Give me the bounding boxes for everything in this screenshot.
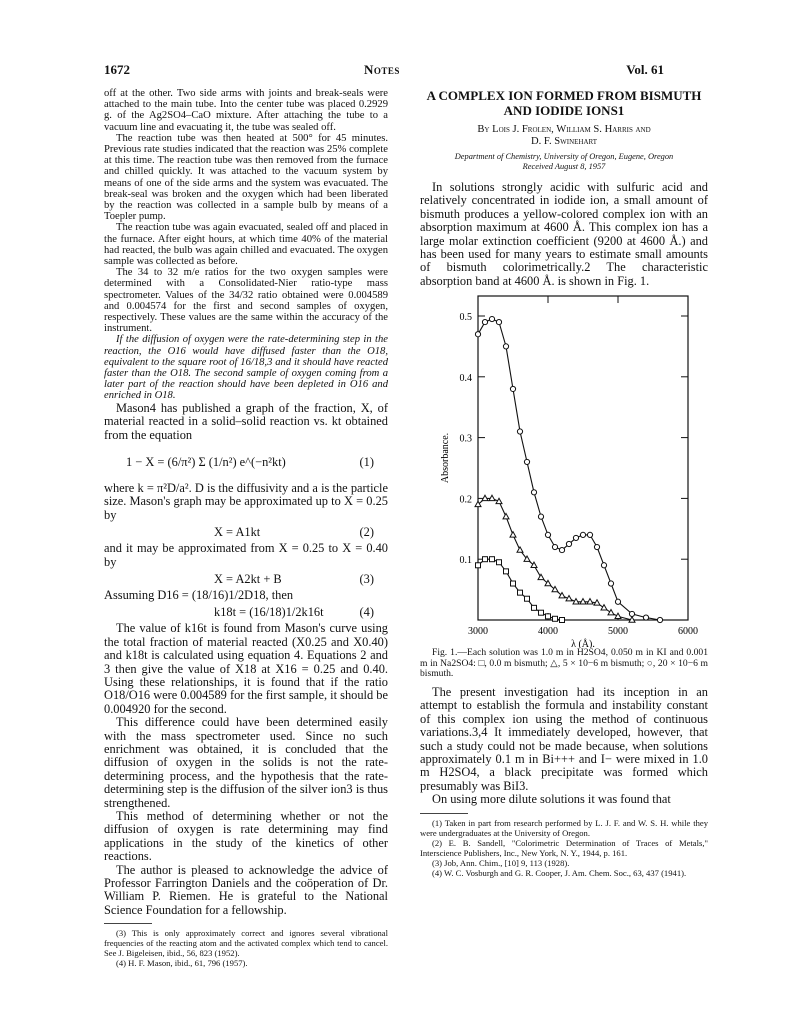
equation-2-number: (2) — [359, 525, 374, 540]
equation-1-body: 1 − X = (6/π²) Σ (1/n²) e^(−n²kt) — [126, 454, 286, 469]
figure-1 — [420, 288, 708, 648]
right-footnote-divider — [420, 813, 468, 814]
left-paragraph-10: The value of k16t is found from Mason's curve using the total fraction of material reacted (X0.25 and X0.40) and k18t is calculated using equation 4. Equations 2 and 3 then give the value of X18 at X16 = 0.25 and 0.40. Using these relationships, it is found that if the ratio O18/O16 were 0.004589 for the first sample, it should be 0.004920 for the second. — [104, 621, 388, 716]
x-tick-label: 6000 — [678, 626, 698, 638]
data-point-circle — [559, 548, 564, 553]
left-paragraph-2: The reaction tube was then heated at 500° for 45 minutes. Previous rate studies indicated that the reaction was 25% complete at this time. The reaction tube was then removed from the furnace and chilled quickly. It was attached to the vacuum system by means of one of the side arms and the system was evacuated. The break-seal was broken and the oxygen which had been liberated by the reaction was collected in a sample bulb by means of a Toepler pump. — [104, 132, 388, 223]
series-line-square — [478, 559, 562, 620]
left-footnote-3: (3) This is only approximately correct and ignores several vibrational frequencies of the reacting atom and the activated complex which tend to cancel. See J. Bigeleisen, ibid., 56, 823 (1952). — [104, 928, 388, 959]
equation-3-body: X = A2kt + B — [214, 571, 282, 586]
data-point-circle — [601, 563, 606, 568]
data-point-circle — [552, 545, 557, 550]
left-paragraph-5: If the diffusion of oxygen were the rate-determining step in the reaction, the O16 would have diffused faster than the O18, equivalent to the square root of 16/18,3 and it should have reacted faster than the O18. The second sample of oxygen coming from a later part of the reaction should have been depleted in O16 and enriched in O18. — [104, 334, 388, 402]
left-column — [104, 88, 388, 968]
series-line-triangle — [478, 499, 632, 621]
data-point-circle — [657, 618, 662, 623]
data-point-square — [532, 606, 537, 611]
data-point-square — [525, 596, 530, 601]
section-name: Notes — [364, 62, 400, 77]
running-header — [104, 62, 664, 78]
data-point-square — [518, 590, 523, 595]
data-point-circle — [608, 581, 613, 586]
footnote-divider — [104, 923, 152, 924]
right-footnote-4: (4) W. C. Vosburgh and G. R. Cooper, J. Am. Chem. Soc., 63, 437 (1941). — [432, 867, 687, 878]
data-point-circle — [489, 317, 494, 322]
y-tick-label: 0.1 — [459, 555, 472, 567]
data-point-circle — [538, 514, 543, 519]
data-point-triangle — [538, 574, 544, 579]
absorbance-chart — [420, 288, 708, 648]
equation-2-body: X = A1kt — [214, 525, 261, 540]
equation-1 — [104, 445, 388, 479]
data-point-triangle — [608, 610, 614, 615]
equation-4-body: k18t = (16/18)1/2k16t — [214, 605, 324, 620]
equation-3-number: (3) — [359, 571, 374, 586]
equation-4 — [104, 605, 388, 619]
data-point-square — [546, 614, 551, 619]
data-point-circle — [580, 533, 585, 538]
data-point-circle — [573, 536, 578, 541]
article-title: A COMPLEX ION FORMED FROM BISMUTH AND IODIDE IONS1 — [426, 88, 702, 118]
authors-line-1: By Lois J. Frolen, William S. Harris and — [477, 124, 651, 135]
right-footnote-2: (2) E. B. Sandell, "Colorimetric Determination of Traces of Metals," Interscience Publishers, Inc., New York, N. Y., 1944, p. 161. — [420, 837, 708, 858]
left-footnote-4: (4) H. F. Mason, ibid., 61, 796 (1957). — [116, 958, 248, 969]
figure-caption: Fig. 1.—Each solution was 1.0 m in H2SO4, 0.050 m in KI and 0.001 m in Na2SO4: □, 0.0 m bismuth; △, 5 × 10−6 m bismuth; ○, 20 × 10−6 m bismuth. — [420, 647, 708, 680]
data-point-circle — [503, 344, 508, 349]
y-tick-label: 0.5 — [459, 312, 472, 324]
data-point-circle — [531, 490, 536, 495]
right-paragraph-3: On using more dilute solutions it was found that — [432, 792, 671, 807]
left-paragraph-4: The 34 to 32 m/e ratios for the two oxygen samples were determined with a Consolidated-Nier ratio-type mass spectrometer. Values of the 34/32 ratio obtained were 0.004589 and 0.004574 for the first and second samples of oxygen, respectively. These values are the same within the accuracy of the instrument. — [104, 267, 388, 335]
y-tick-label: 0.3 — [459, 433, 472, 445]
y-tick-label: 0.2 — [459, 494, 472, 506]
data-point-square — [483, 557, 488, 562]
data-point-square — [560, 618, 565, 623]
data-point-circle — [517, 429, 522, 434]
data-point-circle — [545, 533, 550, 538]
right-footnote-1: (1) Taken in part from research performed by L. J. F. and W. S. H. while they were undergraduates at the University of Oregon. — [420, 817, 708, 838]
right-footnote-3: (3) Job, Ann. Chim., [10] 9, 113 (1928). — [432, 857, 570, 868]
y-axis-label: Absorbance. — [440, 433, 451, 484]
data-point-square — [553, 617, 558, 622]
data-point-circle — [482, 320, 487, 325]
data-point-triangle — [503, 514, 509, 519]
x-tick-label: 4000 — [538, 626, 558, 638]
left-paragraph-8: and it may be approximated from X = 0.25 to X = 0.40 by — [104, 541, 388, 569]
x-tick-label: 5000 — [608, 626, 628, 638]
data-point-circle — [629, 612, 634, 617]
data-point-square — [511, 581, 516, 586]
data-point-square — [497, 560, 502, 565]
series-line-circle — [478, 319, 660, 620]
x-tick-label: 3000 — [468, 626, 488, 638]
left-paragraph-12: This method of determining whether or not the diffusion of oxygen is rate determining may find applications in the study of the kinetics of other reactions. — [104, 809, 388, 864]
left-paragraph-11: This difference could have been determined easily with the mass spectrometer used. Since no such enrichment was obtained, it is concluded that the diffusion of oxygen in the solids is not the rate-determining process, and the hypothesis that the rate-determining step is the diffusion of the silver ion3 is thus strengthened. — [104, 715, 388, 810]
right-paragraph-2: The present investigation had its inception in an attempt to establish the formula and instability constant of this complex ion using the method of continuous variations.3,4 It immediately developed, however, that such a study could not be made because, when solutions approximately 0.1 m in Bi+++ and I− were mixed in 1.0 m H2SO4, a black precipitate was formed which presumably was BiI3. — [420, 685, 708, 793]
data-point-circle — [615, 599, 620, 604]
data-point-circle — [496, 320, 501, 325]
data-point-circle — [524, 460, 529, 465]
right-paragraph-1: In solutions strongly acidic with sulfuric acid and relatively concentrated in iodide ion, a small amount of bismuth produces a yellow-colored complex ion with an absorption maximum at 4600 Å. This complex ion has a large molar extinction coefficient (9200 at 4600 Å.) and has been used for many years to estimate small amounts of bismuth colorimetrically.2 The characteristic absorption band at 4600 Å. is shown in Fig. 1. — [420, 180, 708, 288]
left-paragraph-1: off at the other. Two side arms with joints and break-seals were attached to the main tube. Into the center tube was placed 0.2929 g. of the Ag2SO4–CaO mixture. After attaching the tube to a vacuum line and evacuating it, the tube was sealed off. — [104, 88, 388, 133]
authors-line-2: D. F. Swinehart — [530, 136, 598, 147]
data-point-square — [476, 563, 481, 568]
left-paragraph-9: Assuming D16 = (18/16)1/2D18, then — [104, 587, 294, 602]
left-paragraph-6: Mason4 has published a graph of the fraction, X, of material reacted in a solid–solid reaction vs. kt obtained from the equation — [104, 400, 388, 442]
received-date: Received August 8, 1957 — [522, 162, 606, 171]
right-column — [420, 88, 708, 878]
equation-3 — [104, 572, 388, 586]
affiliation: Department of Chemistry, University of Oregon, Eugene, Oregon — [454, 152, 674, 161]
x-axis-label: λ (Å). — [571, 639, 595, 649]
data-point-square — [504, 569, 509, 574]
page-number: 1672 — [104, 62, 130, 77]
data-point-circle — [566, 542, 571, 547]
equation-2 — [104, 525, 388, 539]
data-point-circle — [587, 533, 592, 538]
data-point-circle — [594, 545, 599, 550]
data-point-circle — [475, 332, 480, 337]
data-point-square — [539, 610, 544, 615]
y-tick-label: 0.4 — [459, 373, 472, 385]
volume-label: Vol. 61 — [626, 62, 664, 77]
data-point-triangle — [517, 547, 523, 552]
equation-4-number: (4) — [359, 605, 374, 620]
equation-1-number: (1) — [359, 454, 374, 469]
left-paragraph-7: where k = π²D/a². D is the diffusivity and a is the particle size. Mason's graph may be approximated up to X = 0.25 by — [104, 480, 388, 522]
data-point-triangle — [510, 532, 516, 537]
data-point-circle — [510, 387, 515, 392]
left-paragraph-3: The reaction tube was again evacuated, sealed off and placed in the furnace. After eight hours, at which time 40% of the material had reacted, the bulb was again chilled and evacuated. The oxygen sample was collected as before. — [104, 222, 388, 268]
data-point-circle — [643, 615, 648, 620]
data-point-triangle — [601, 605, 607, 610]
left-paragraph-13: The author is pleased to acknowledge the advice of Professor Farrington Daniels and the coöperation of Dr. William P. Riemen. He is grateful to the National Science Foundation for a fellowship. — [104, 862, 388, 917]
data-point-square — [490, 557, 495, 562]
plot-frame — [478, 296, 688, 620]
